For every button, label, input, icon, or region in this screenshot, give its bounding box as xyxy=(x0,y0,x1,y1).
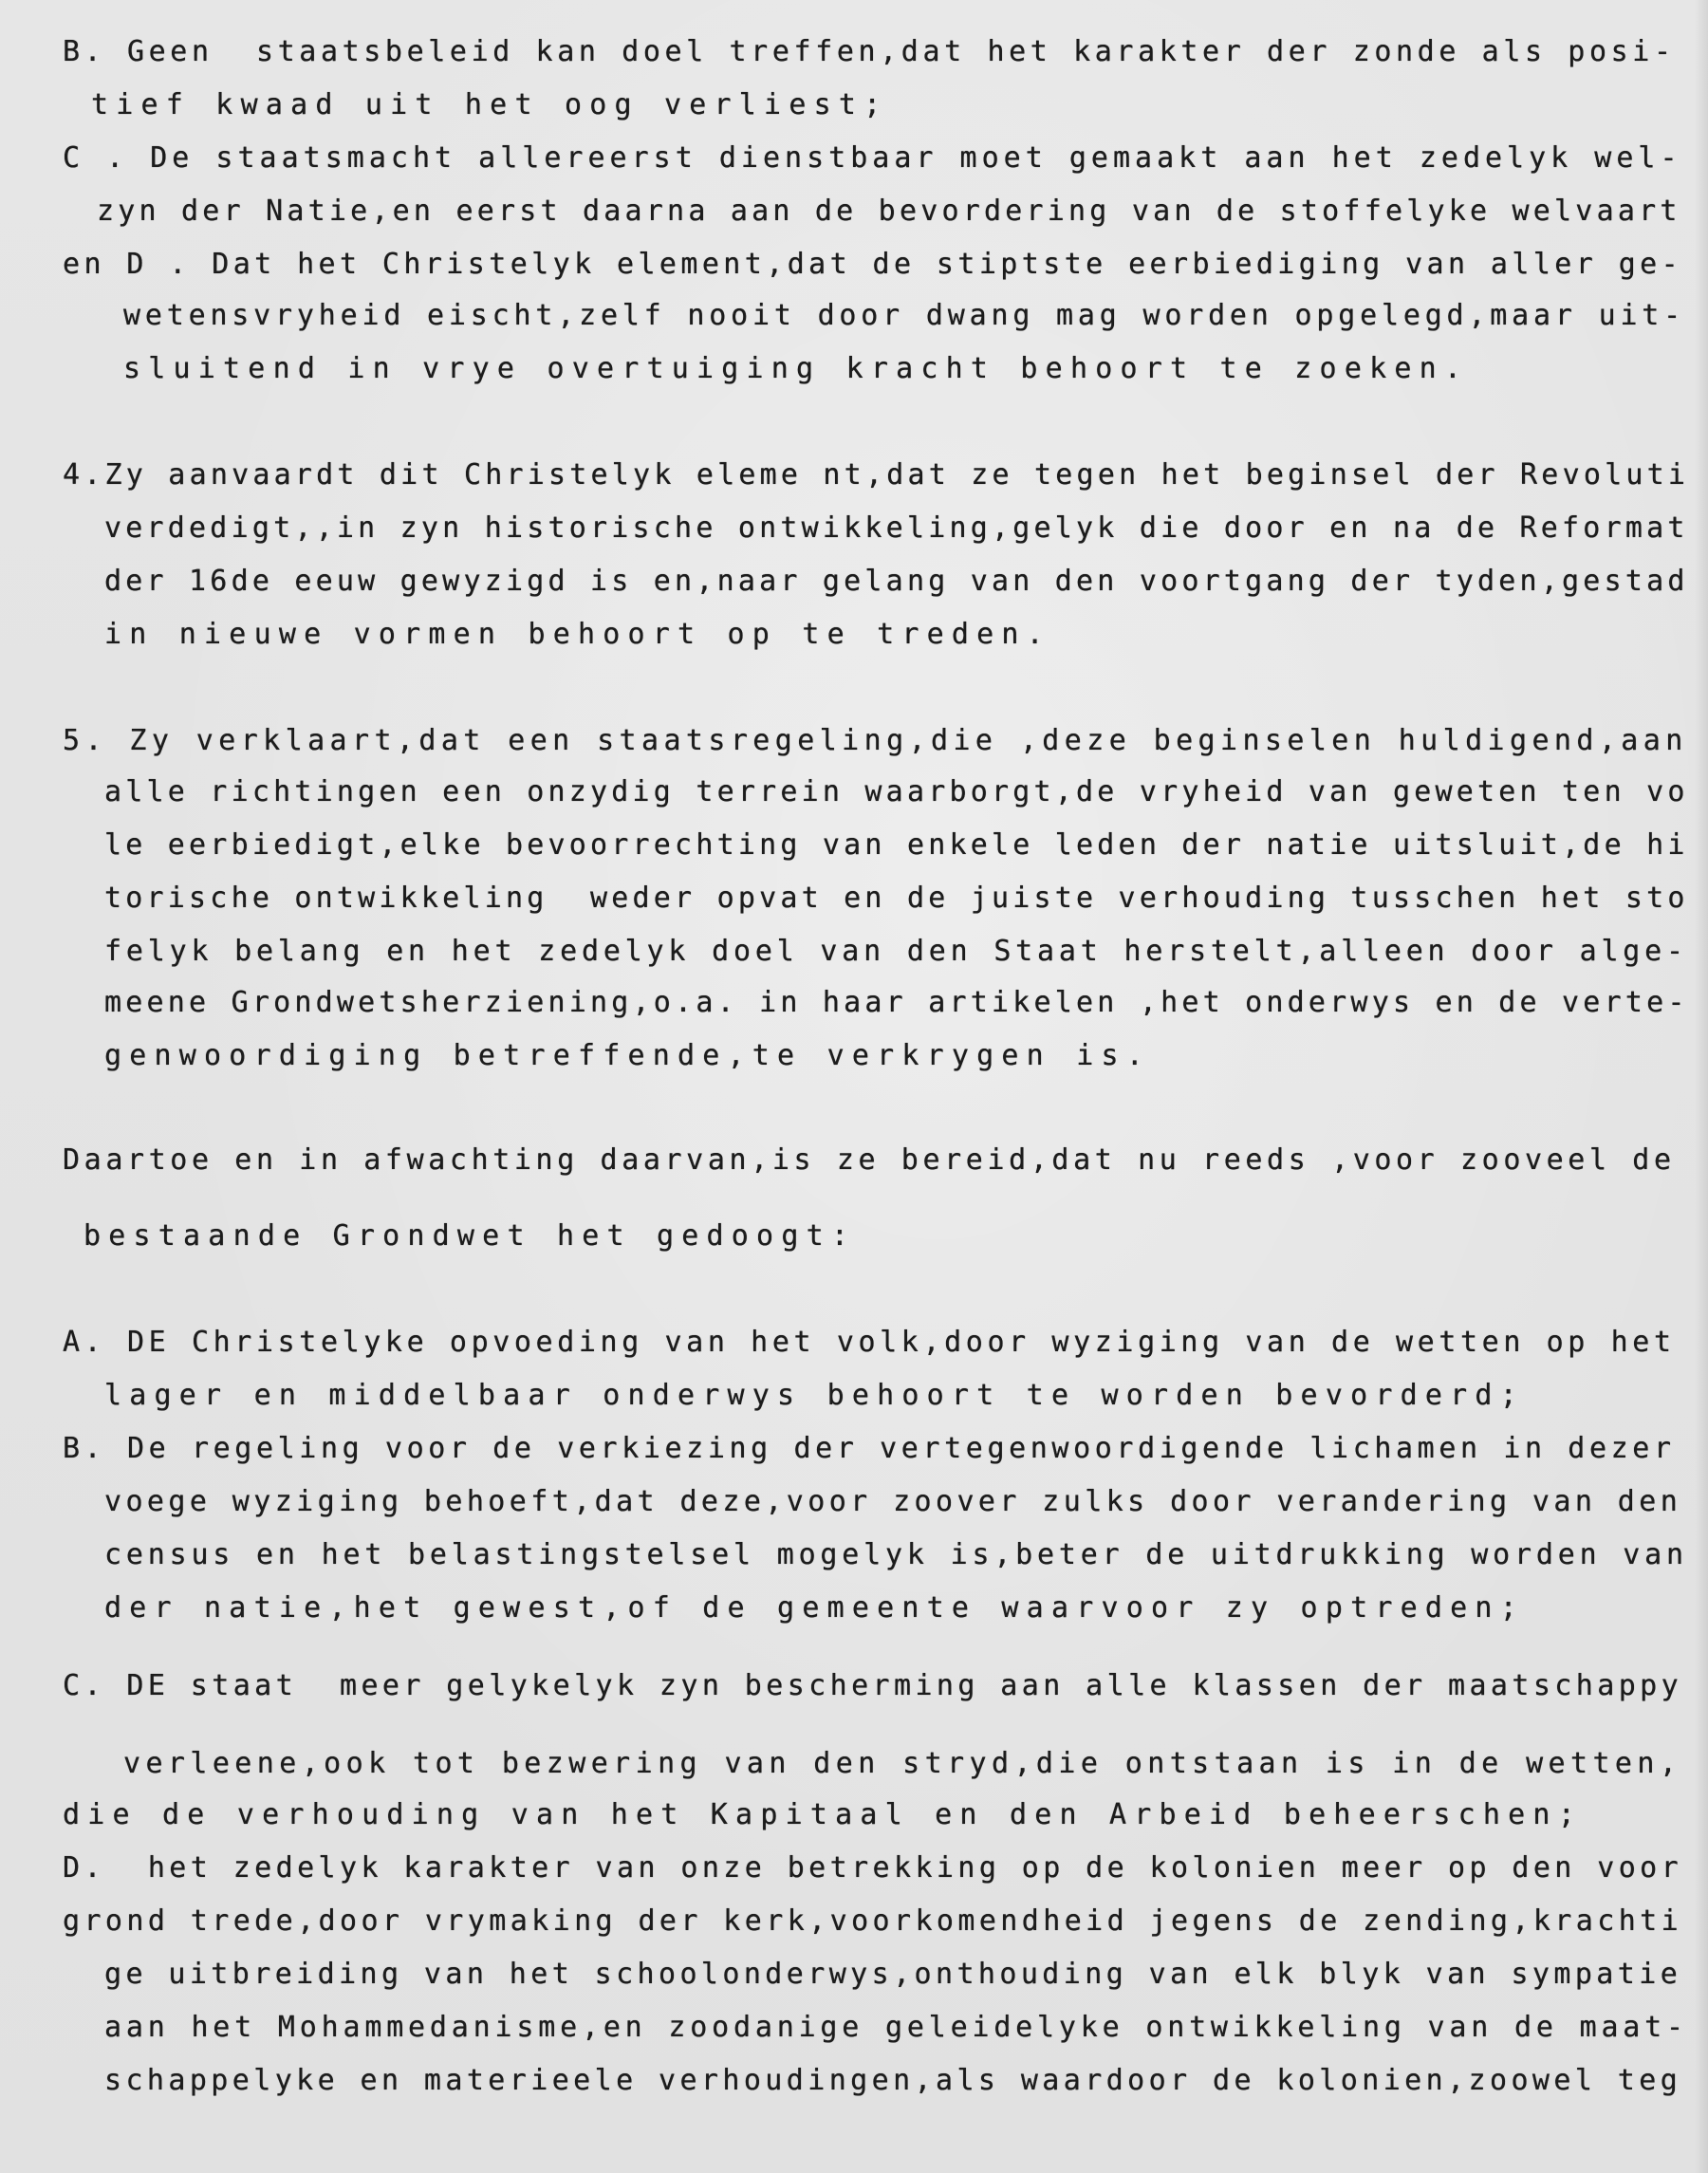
text-line: verleene,ook tot bezwering van den stryd,die ontstaan is in de wetten, xyxy=(123,1747,1682,1780)
text-line: B. Geen staatsbeleid kan doel treffen,dat het karakter der zonde als posi- xyxy=(63,35,1676,68)
text-line: torische ontwikkeling weder opvat en de juiste verhouding tusschen het sto xyxy=(104,882,1689,915)
text-line: der 16de eeuw gewyzigd is en,naar gelang van den voortgang der tyden,gestad xyxy=(104,565,1689,598)
text-line: 5. Zy verklaart,dat een staatsregeling,die ,deze beginselen huldigend,aan xyxy=(63,724,1688,757)
text-line: alle richtingen een onzydig terrein waarborgt,de vryheid van geweten ten vo xyxy=(104,775,1689,808)
text-line: Daartoe en in afwachting daarvan,is ze bereid,dat nu reeds ,voor zooveel de xyxy=(63,1143,1676,1177)
text-line: genwoordiging betreffende,te verkrygen is. xyxy=(104,1039,1151,1072)
text-line: felyk belang en het zedelyk doel van den Staat herstelt,alleen door alge- xyxy=(104,935,1688,968)
text-line: lager en middelbaar onderwys behoort te worden bevorderd; xyxy=(104,1379,1525,1412)
text-line: B. De regeling voor de verkiezing der vertegenwoordigende lichamen in dezer xyxy=(63,1432,1676,1465)
text-line: schappelyke en materieele verhoudingen,als waardoor de kolonien,zoowel teg xyxy=(104,2064,1682,2097)
text-line: C . De staatsmacht allereerst dienstbaar moet gemaakt aan het zedelyk wel- xyxy=(63,141,1682,175)
text-line: aan het Mohammedanisme,en zoodanige geleidelyke ontwikkeling van de maat- xyxy=(104,2011,1688,2044)
text-line: A. DE Christelyke opvoeding van het volk,door wyziging van de wetten op het xyxy=(63,1326,1676,1359)
text-line: le eerbiedigt,elke bevoorrechting van enkele leden der natie uitsluit,de hi xyxy=(104,828,1689,862)
text-line: voege wyziging behoeft,dat deze,voor zoover zulks door verandering van den xyxy=(104,1485,1682,1518)
text-line: sluitend in vrye overtuiging kracht behoort te zoeken. xyxy=(123,352,1470,385)
text-line: census en het belastingstelsel mogelyk is,beter de uitdrukking worden van xyxy=(104,1538,1688,1571)
text-line: in nieuwe vormen behoort op te treden. xyxy=(104,618,1051,651)
text-line: wetensvryheid eischt,zelf nooit door dwang mag worden opgelegd,maar uit- xyxy=(123,299,1686,332)
text-line: der natie,het gewest,of de gemeente waarvoor zy optreden; xyxy=(104,1591,1525,1625)
text-line: D. het zedelyk karakter van onze betrekking op de kolonien meer op den voor xyxy=(63,1851,1683,1885)
text-line: tief kwaad uit het oog verliest; xyxy=(91,88,889,121)
text-line: ge uitbreiding van het schoolonderwys,onthouding van elk blyk van sympatie xyxy=(104,1958,1682,1991)
text-line: 4.Zy aanvaardt dit Christelyk eleme nt,dat ze tegen het beginsel der Revoluti xyxy=(63,458,1690,492)
text-line: zyn der Natie,en eerst daarna aan de bevordering van de stoffelyke welvaart xyxy=(97,195,1681,228)
text-line: grond trede,door vrymaking der kerk,voorkomendheid jegens de zending,krachti xyxy=(63,1904,1683,1938)
text-line: en D . Dat het Christelyk element,dat de stiptste eerbiediging van aller ge- xyxy=(63,248,1683,281)
text-line: bestaande Grondwet het gedoogt: xyxy=(84,1219,857,1253)
text-line: die de verhouding van het Kapitaal en den Arbeid beheerschen; xyxy=(63,1798,1583,1831)
text-line: verdedigt,,in zyn historische ontwikkeling,gelyk die door en na de Reformat xyxy=(104,511,1689,545)
text-line: C. DE staat meer gelykelyk zyn bescherming aan alle klassen der maatschappy xyxy=(63,1669,1683,1702)
text-line: meene Grondwetsherziening,o.a. in haar artikelen ,het onderwys en de verte- xyxy=(104,986,1689,1019)
page-edge-shadow xyxy=(1695,0,1708,2173)
